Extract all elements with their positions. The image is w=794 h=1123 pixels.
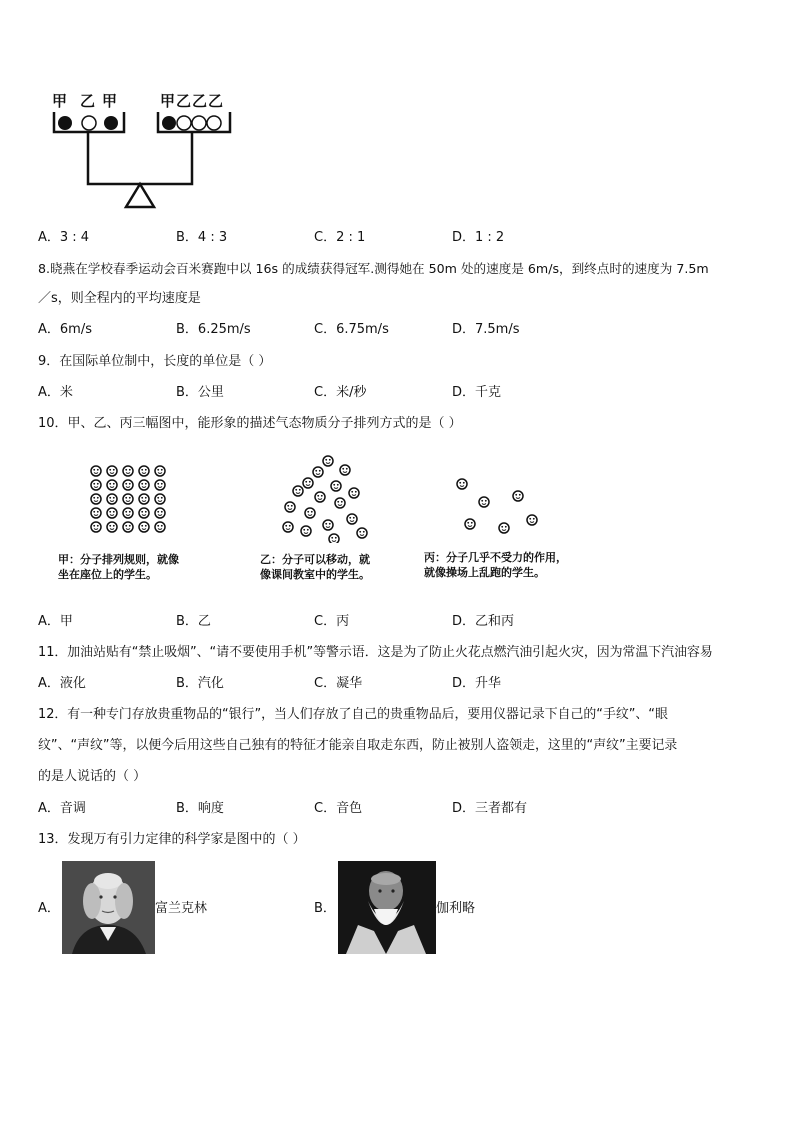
q7-option-b: B．4 : 3	[176, 230, 228, 245]
ball-dark	[58, 116, 72, 130]
molecule-grid-jia	[88, 463, 174, 535]
q11-option-c: C．凝华	[314, 676, 363, 691]
q12-stem-line3: 的是人说话的（ ）	[38, 769, 147, 784]
q8-option-a: A．6m/s	[38, 322, 92, 337]
left-label-1: 甲	[52, 92, 68, 110]
ball-light	[177, 116, 191, 130]
portrait-galileo-image	[338, 861, 436, 954]
ball-light	[207, 116, 221, 130]
portrait-galileo	[338, 861, 436, 954]
caption-jia	[58, 552, 179, 582]
q7-option-c: C．2 : 1	[314, 230, 366, 245]
q12-stem-line1: 12．有一种专门存放贵重物品的“银行”，当人们存放了自己的贵重物品后，要用仪器记录下自己的“手纹”、“眼	[38, 707, 668, 722]
q11-option-a: A．液化	[38, 676, 86, 691]
caption-bing	[424, 550, 567, 580]
ball-light	[192, 116, 206, 130]
q7-option-a: A．3 : 4	[38, 230, 90, 245]
caption-jia-line1: 甲：分子排列规则，就像	[58, 553, 179, 566]
q11-option-b: B．汽化	[176, 676, 224, 691]
q11-stem: 11．加油站贴有“禁止吸烟”、“请不要使用手机”等警示语．这是为了防止火花点燃汽油引起火灾，因为常温下汽油容易	[38, 645, 713, 660]
q13-option-a-letter: A．	[38, 901, 60, 916]
caption-bing-line2: 就像操场上乱跑的学生。	[424, 566, 545, 579]
q12-option-b: B．响度	[176, 801, 224, 816]
q10-option-c: C．丙	[314, 614, 350, 629]
q8-option-b: B．6.25m/s	[176, 322, 251, 337]
right-label-2: 乙	[176, 92, 192, 110]
balance-figure	[40, 88, 240, 212]
left-label-3: 甲	[102, 92, 118, 110]
right-label-3: 乙	[192, 92, 208, 110]
q10-stem: 10．甲、乙、丙三幅图中，能形象的描述气态物质分子排列方式的是（ ）	[38, 416, 462, 431]
q10-option-b: B．乙	[176, 614, 211, 629]
q11-option-d: D．升华	[452, 676, 502, 691]
ball-dark	[162, 116, 176, 130]
q12-option-a: A．音调	[38, 801, 86, 816]
caption-yi-line2: 像课间教室中的学生。	[260, 568, 370, 581]
molecule-row	[91, 466, 165, 532]
q8-option-c: C．6.75m/s	[314, 322, 389, 337]
portrait-franklin-image	[62, 861, 155, 954]
q12-stem-line2: 纹”、“声纹”等，以便今后用这些自己独有的特征才能亲自取走东西，防止被别人盗领走，这里的“声纹”主要记录	[38, 738, 678, 753]
q13-option-b-letter: B．	[314, 901, 336, 916]
q13-stem: 13．发现万有引力定律的科学家是图中的（ ）	[38, 832, 306, 847]
portrait-franklin	[62, 861, 155, 954]
right-label-1: 甲	[160, 92, 176, 110]
q8-stem-line2: ／s，则全程内的平均速度是	[38, 291, 201, 306]
fulcrum	[126, 184, 154, 207]
q9-option-a: A．米	[38, 385, 73, 400]
q12-option-d: D．三者都有	[452, 801, 528, 816]
caption-jia-line2: 坐在座位上的学生。	[58, 568, 157, 581]
q9-stem: 9．在国际单位制中，长度的单位是（ ）	[38, 354, 272, 369]
q9-option-b: B．公里	[176, 385, 224, 400]
molecule-cluster-yi	[278, 455, 370, 543]
q8-stem-line1: 8.晓燕在学校春季运动会百米赛跑中以 16s 的成绩获得冠军.测得她在 50m 处的速度是 6m/s，到终点时的速度为 7.5m	[38, 261, 709, 276]
q7-option-d: D．1 : 2	[452, 230, 505, 245]
caption-yi	[260, 552, 370, 582]
q13-option-a-name: 富兰克林	[155, 901, 208, 916]
ball-light	[82, 116, 96, 130]
q10-option-d: D．乙和丙	[452, 614, 515, 629]
caption-bing-line1: 丙：分子几乎不受力的作用，	[424, 551, 567, 564]
left-label-2: 乙	[80, 92, 96, 110]
caption-yi-line1: 乙：分子可以移动，就	[260, 553, 370, 566]
q10-option-a: A．甲	[38, 614, 73, 629]
q9-option-d: D．千克	[452, 385, 502, 400]
ball-dark	[104, 116, 118, 130]
right-label-4: 乙	[208, 92, 224, 110]
q12-option-c: C．音色	[314, 801, 363, 816]
q9-option-c: C．米/秒	[314, 385, 367, 400]
molecule-scatter-bing	[450, 472, 550, 538]
q13-option-b-name: 伽利略	[436, 901, 476, 916]
q8-option-d: D．7.5m/s	[452, 322, 520, 337]
beam	[88, 132, 192, 184]
